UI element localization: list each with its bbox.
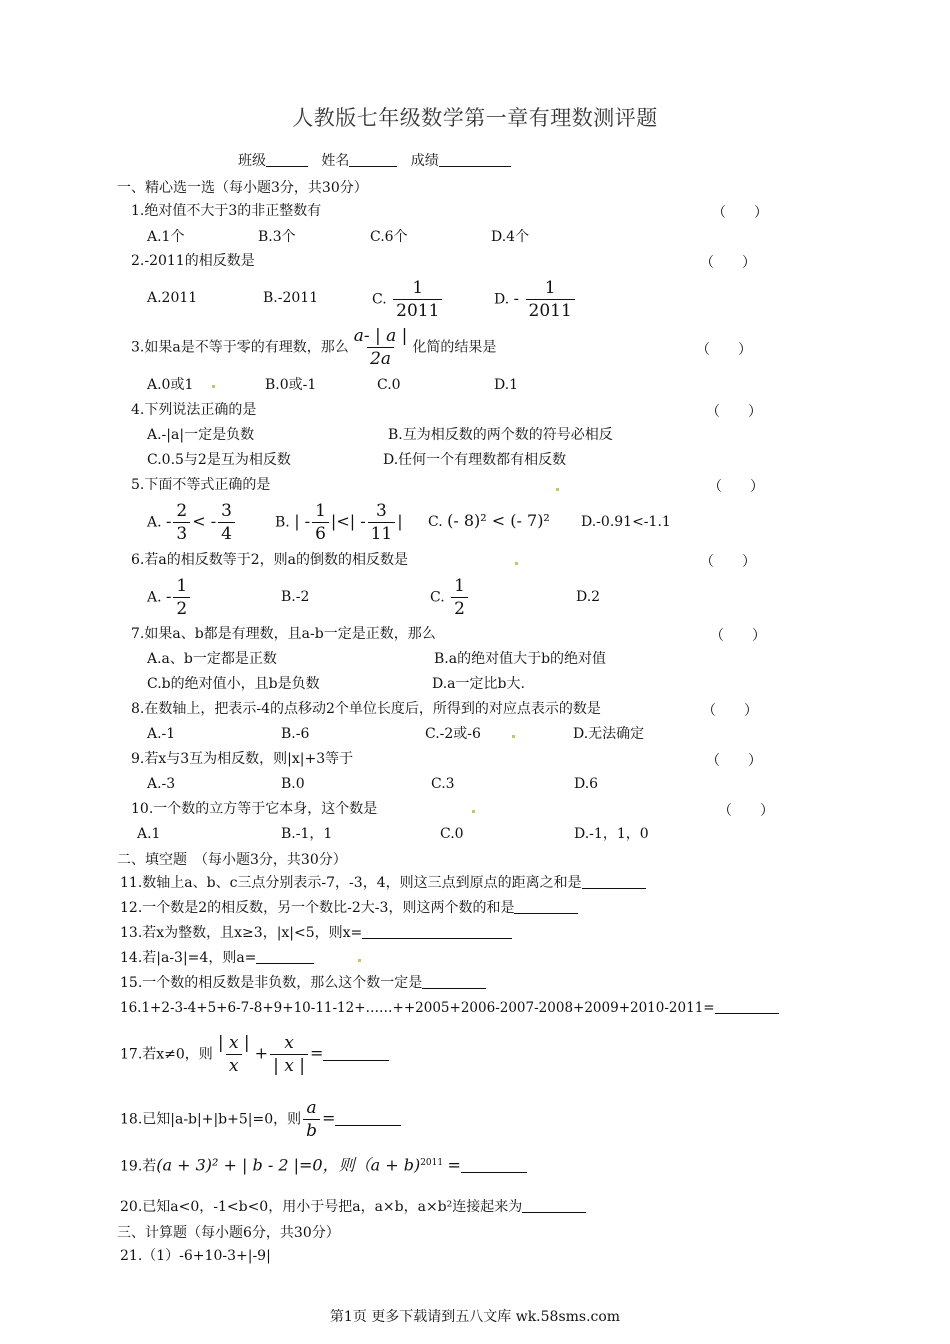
q10-option-b: B.-1，1	[281, 826, 333, 842]
fraction-denominator: 11	[368, 522, 396, 545]
q4-option-a: A.-|a|一定是负数	[147, 427, 255, 443]
q11-blank[interactable]	[582, 874, 646, 889]
q20-blank[interactable]	[522, 1198, 586, 1213]
fraction-denominator: b	[303, 1119, 320, 1142]
q3-fraction	[351, 325, 411, 370]
name-label: 姓名	[321, 153, 350, 169]
fraction-numerator: a- | a |	[353, 326, 408, 346]
q17-text: 17.若x≠0，则	[120, 1046, 213, 1063]
less-than-sign: < -	[192, 511, 217, 531]
plus-sign: +	[254, 1043, 269, 1063]
q2-option-d	[494, 277, 577, 322]
name-blank[interactable]	[349, 152, 397, 167]
q1-option-d: D.4个	[491, 229, 530, 245]
q10-option-a: A.1	[137, 826, 161, 842]
q3-stem-post: 化简的结果是	[412, 339, 497, 356]
q5-a-fraction-1	[173, 500, 190, 545]
q19-text: 19.若	[120, 1158, 157, 1175]
abs-close: |	[397, 511, 403, 531]
fraction-numerator: 1	[315, 501, 326, 521]
q21: 21.（1）-6+10-3+|-9|	[120, 1248, 271, 1264]
fraction-denominator: 2011	[526, 299, 575, 322]
q1-option-a: A.1个	[147, 229, 185, 245]
q7-option-d: D.a一定比b大.	[432, 676, 525, 692]
fraction-denominator: x	[226, 1054, 242, 1077]
fraction-numerator: 1	[454, 576, 465, 596]
scan-speck	[472, 810, 475, 813]
q6-option-c	[430, 575, 470, 620]
q6-option-d: D.2	[576, 589, 601, 605]
fraction-denominator: 2011	[393, 299, 442, 322]
q13-blank[interactable]	[362, 924, 512, 939]
q14	[120, 949, 314, 967]
fraction-denominator: 2a	[367, 347, 394, 370]
fraction-denominator: | x |	[270, 1054, 308, 1077]
q15-blank[interactable]	[422, 974, 486, 989]
q1-option-c: C.6个	[370, 229, 408, 245]
q16	[120, 999, 779, 1017]
q5-option-c-label: C.	[428, 514, 443, 530]
q1-option-b: B.3个	[258, 229, 296, 245]
q5-option-b-label: B.	[275, 514, 290, 531]
scan-speck	[358, 959, 361, 962]
q10-answer-paren[interactable]: （ ）	[718, 803, 774, 819]
q3-option-c: C.0	[377, 377, 401, 393]
student-info-line	[238, 152, 511, 170]
q8-option-b: B.-6	[281, 726, 310, 742]
q8-option-d: D.无法确定	[573, 726, 645, 742]
q8-option-c: C.-2或-6	[425, 726, 481, 742]
q1-stem: 1.绝对值不大于3的非正整数有	[131, 203, 322, 219]
q2-option-b: B.-2011	[263, 290, 319, 306]
q8-option-a: A.-1	[147, 726, 176, 742]
fraction-numerator: 1	[544, 278, 556, 298]
equals-sign: =	[447, 1155, 461, 1175]
q14-blank[interactable]	[256, 949, 314, 964]
q5-option-a-label: A.	[147, 514, 162, 531]
q5-option-c	[428, 512, 550, 531]
scan-speck	[512, 735, 515, 738]
q10-option-d: D.-1，1，0	[574, 826, 649, 842]
q3-option-b: B.0或-1	[265, 377, 317, 393]
fraction-numerator: 1	[176, 576, 188, 596]
q7-answer-paren[interactable]: （ ）	[710, 628, 766, 644]
q16-text: 16.1+2-3-4+5+6-7-8+9+10-11-12+……++2005+2006-2007-2008+2009+2010-2011=	[120, 1000, 715, 1016]
q4-option-b: B.互为相反数的两个数的符号必相反	[388, 427, 613, 443]
q17-blank[interactable]	[323, 1046, 389, 1061]
q11-text: 11.数轴上a、b、c三点分别表示-7，-3，4，则这三点到原点的距离之和是	[120, 875, 582, 891]
fraction-numerator: 2	[176, 501, 188, 521]
q12	[120, 899, 578, 917]
q3-stem-pre: 3.如果a是不等于零的有理数，那么	[131, 339, 349, 356]
q11	[120, 874, 646, 892]
q1-answer-paren[interactable]: （ ）	[712, 205, 768, 221]
q19-expression: (a + 3)² + | b - 2 |=0，则（a + b)	[156, 1155, 421, 1175]
q8-answer-paren[interactable]: （ ）	[702, 703, 758, 719]
page-title: 人教版七年级数学第一章有理数测评题	[292, 106, 658, 130]
q14-text: 14.若|a-3|=4，则a=	[120, 950, 257, 966]
q5-a-fraction-2	[218, 500, 235, 545]
q17-fraction-1	[215, 1032, 253, 1077]
q6-option-a	[147, 575, 192, 620]
q2-stem: 2.-2011的相反数是	[131, 253, 255, 269]
fraction-denominator: 4	[218, 522, 235, 545]
fraction-denominator: 2	[451, 597, 468, 620]
equals-sign: =	[309, 1043, 324, 1063]
page-footer: 第1页 更多下载请到五八文库 wk.58sms.com	[329, 1309, 621, 1325]
section-3-heading: 三、计算题（每小题6分，共30分）	[117, 1225, 340, 1241]
q18-blank[interactable]	[335, 1111, 401, 1126]
q7-option-b: B.a的绝对值大于b的绝对值	[434, 651, 607, 667]
q4-answer-paren[interactable]: （ ）	[706, 404, 762, 420]
equals-sign: =	[322, 1108, 336, 1128]
q3-answer-paren[interactable]: （ ）	[696, 342, 752, 358]
q2-option-d-fraction	[526, 277, 575, 322]
q19-blank[interactable]	[461, 1158, 527, 1173]
q18-fraction	[303, 1097, 320, 1142]
q6-answer-paren[interactable]: （ ）	[700, 554, 756, 570]
q15-text: 15.一个数的相反数是非负数，那么这个数一定是	[120, 975, 423, 991]
q6-option-c-label: C.	[430, 589, 445, 606]
q17-fraction-2	[270, 1032, 308, 1077]
q2-option-c-label: C.	[372, 291, 387, 308]
score-blank[interactable]	[439, 152, 511, 167]
q5-stem: 5.下面不等式正确的是	[131, 477, 271, 493]
q4-option-c: C.0.5与2是互为相反数	[147, 452, 291, 468]
q6-c-fraction	[451, 575, 468, 620]
minus-sign: -	[166, 586, 172, 606]
q9-option-c: C.3	[431, 776, 455, 792]
minus-sign: -	[166, 511, 172, 531]
q4-option-d: D.任何一个有理数都有相反数	[383, 452, 567, 468]
section-1-heading: 一、精心选一选（每小题3分，共30分）	[117, 180, 368, 196]
fraction-numerator: 3	[221, 501, 232, 521]
q18-text: 18.已知|a-b|+|b+5|=0，则	[120, 1111, 302, 1128]
q7-stem: 7.如果a、b都是有理数，且a-b一定是正数，那么	[131, 626, 436, 642]
q9-option-a: A.-3	[147, 776, 176, 792]
q2-answer-paren[interactable]: （ ）	[700, 255, 756, 271]
q9-option-b: B.0	[281, 776, 305, 792]
q9-stem: 9.若x与3互为相反数，则|x|+3等于	[131, 751, 354, 767]
q10-option-c: C.0	[440, 826, 464, 842]
q3-option-a: A.0或1	[147, 377, 194, 393]
q5-option-c-expression: (- 8)² < (- 7)²	[447, 511, 550, 530]
q2-option-c-fraction	[393, 277, 442, 322]
q2-option-c	[372, 277, 444, 322]
q20-text: 20.已知a<0，-1<b<0，用小于号把a，a×b，a×b²连接起来为	[120, 1199, 523, 1215]
fraction-denominator: 6	[312, 522, 329, 545]
q6-option-b: B.-2	[281, 589, 310, 605]
q17	[120, 1032, 389, 1077]
abs-open: | -	[294, 511, 311, 531]
class-label: 班级	[238, 153, 266, 169]
q8-stem: 8.在数轴上，把表示-4的点移动2个单位长度后，所得到的对应点表示的数是	[131, 701, 601, 717]
q20	[120, 1198, 586, 1216]
abs-compare: |<| -	[330, 511, 366, 531]
q5-answer-paren[interactable]: （ ）	[708, 479, 764, 495]
q6-stem: 6.若a的相反数等于2，则a的倒数的相反数是	[131, 552, 408, 568]
q5-option-d: D.-0.91<-1.1	[581, 514, 671, 530]
scan-speck	[556, 488, 559, 491]
q9-answer-paren[interactable]: （ ）	[706, 753, 762, 769]
scan-speck	[515, 562, 518, 565]
q13	[120, 924, 512, 942]
q5-b-fraction-1	[312, 500, 329, 545]
q7-option-a: A.a、b一定都是正数	[147, 651, 277, 667]
q6-a-fraction	[173, 575, 190, 620]
fraction-numerator: x	[284, 1033, 294, 1053]
section-2-heading: 二、填空题 （每小题3分，共30分）	[117, 852, 347, 868]
score-label: 成绩	[410, 153, 439, 169]
class-blank[interactable]	[266, 152, 308, 167]
q10-stem: 10.一个数的立方等于它本身，这个数是	[131, 801, 378, 817]
q5-option-b	[275, 500, 403, 545]
q9-option-d: D.6	[574, 776, 599, 792]
q16-blank[interactable]	[715, 999, 779, 1014]
q5-b-fraction-2	[368, 500, 396, 545]
q12-text: 12.一个数是2的相反数，另一个数比-2大-3，则这两个数的和是	[120, 900, 515, 916]
q3-stem	[131, 325, 496, 370]
q6-option-a-label: A.	[147, 589, 162, 606]
q3-option-d: D.1	[494, 377, 519, 393]
q19	[120, 1154, 527, 1176]
q7-option-c: C.b的绝对值小，且b是负数	[147, 676, 320, 692]
fraction-numerator: a	[306, 1098, 317, 1118]
q18	[120, 1097, 401, 1142]
q5-option-a	[147, 500, 237, 545]
fraction-denominator: 2	[173, 597, 190, 620]
fraction-denominator: 3	[173, 522, 190, 545]
q12-blank[interactable]	[514, 899, 578, 914]
q2-option-a: A.2011	[147, 290, 198, 306]
scan-speck	[212, 385, 215, 388]
fraction-numerator: 1	[412, 278, 424, 298]
q13-text: 13.若x为整数，且x≥3，|x|<5，则x=	[120, 925, 363, 941]
q15	[120, 974, 486, 992]
fraction-numerator: 3	[376, 501, 387, 521]
q4-stem: 4.下列说法正确的是	[131, 402, 257, 418]
fraction-numerator: | x |	[217, 1033, 250, 1053]
q2-option-d-label: D.	[494, 291, 510, 308]
minus-sign: -	[513, 288, 520, 308]
q19-exponent: 2011	[420, 1158, 444, 1168]
